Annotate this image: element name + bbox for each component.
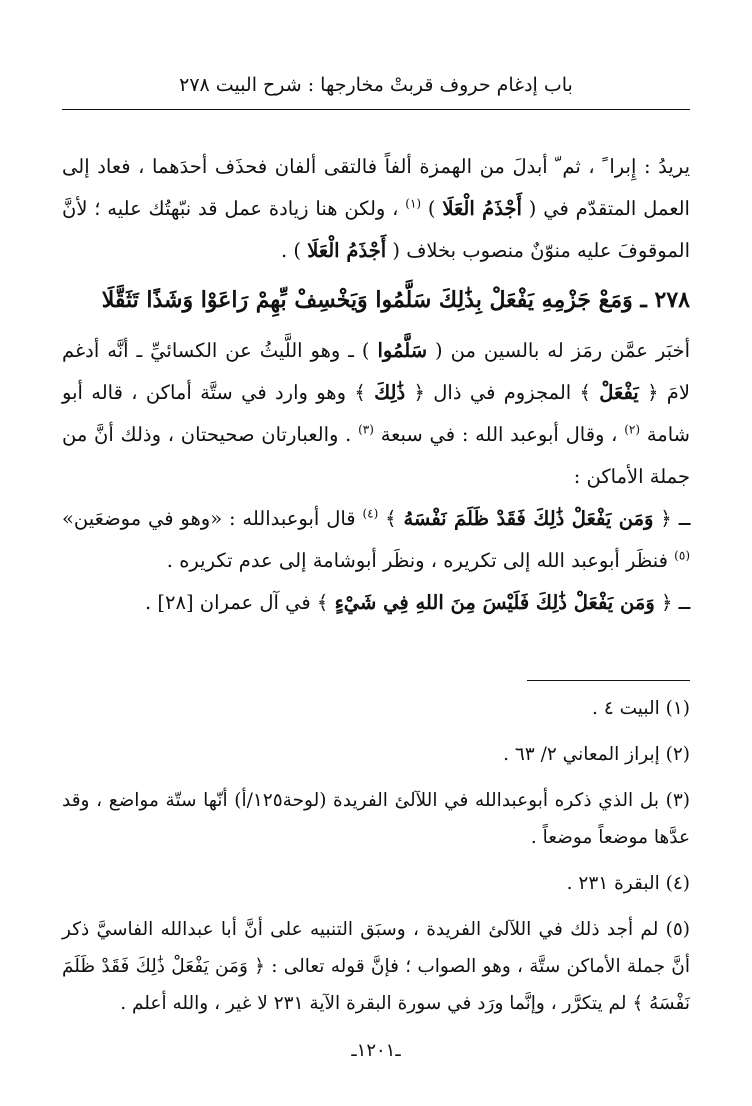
quran-word: يَفْعَلْ bbox=[599, 381, 639, 404]
page-number: ـ١٢٠١ـ bbox=[351, 1040, 401, 1061]
footnote-1: (١) البيت ٤ . bbox=[592, 698, 690, 719]
quoted-phrase: أَجْذَمُ الْعَلَا bbox=[307, 239, 387, 262]
footnotes bbox=[62, 690, 690, 1031]
footnote-ref-4[interactable]: (٤) bbox=[362, 506, 379, 521]
text: فنظَر أبوعبد الله إلى تكريره ، ونظَر أبوشامة إلى عدم تكريره . bbox=[166, 549, 668, 572]
text: ﴾ bbox=[385, 507, 397, 530]
footnote-ref-1[interactable]: (١) bbox=[405, 196, 422, 211]
quoted-phrase: سَلَّمُوا bbox=[377, 339, 428, 362]
text: ) bbox=[427, 197, 436, 220]
text: يريدُ : إِبرا ً ، ثم ّ أبدلَ من الهمزة ألفاً فالتقى ألفان فحذَف أحدَهما ، فعاد إلى العمل المتقدّم في ( bbox=[62, 155, 690, 220]
running-header: باب إدغام حروف قربتْ مخارجها : شرح البيت ٢٧٨ bbox=[179, 74, 573, 96]
text: ﴾ وهو وارد في ستَّة أماكن ، قاله أبو شامة bbox=[62, 381, 690, 446]
text: ، وقال أبوعبد الله : في سبعة bbox=[380, 423, 618, 446]
verse-278: ٢٧٨ ـ وَمَعْ جَزْمِهِ يَفْعَلْ بِذَٰلِكَ سَلَّمُوا وَيَخْسِفْ بِّهِمْ رَاعَوْا وَشَذًا تَثَقَّلَا bbox=[101, 287, 690, 313]
quran-verse: وَمَن يَفْعَلْ ذَٰلِكَ فَلَيْسَ مِنَ اللهِ فِي شَيْءٍ bbox=[334, 591, 655, 614]
quran-verse: وَمَن يَفْعَلْ ذَٰلِكَ فَقَدْ ظَلَمَ نَفْسَهُ bbox=[403, 507, 654, 530]
footnote-4: (٤) البقرة ٢٣١ . bbox=[566, 873, 690, 894]
footnote-2: (٢) إبراز المعاني ٢/ ٦٣ . bbox=[503, 744, 690, 765]
paragraph-3 bbox=[62, 498, 690, 582]
text: . والعبارتان صحيحتان ، وذلك أنَّ من جملة الأماكن : bbox=[62, 423, 690, 488]
quoted-phrase: أَجْذَمُ الْعَلَا bbox=[442, 197, 522, 220]
text: أخبَر عمَّن رمَز له بالسين من ( bbox=[435, 339, 690, 362]
footnote-divider bbox=[527, 680, 690, 681]
paragraph-2 bbox=[62, 330, 690, 498]
text: ـ ﴿ bbox=[660, 507, 691, 530]
paragraph-4 bbox=[62, 582, 690, 624]
quran-word: ذَٰلِكَ bbox=[374, 381, 406, 404]
text: ) . bbox=[280, 239, 301, 262]
book-page bbox=[62, 0, 690, 1106]
header-divider bbox=[62, 109, 690, 110]
paragraph-1 bbox=[62, 146, 690, 272]
text: ﴾ في آل عمران [٢٨] . bbox=[144, 591, 329, 614]
footnote-ref-2[interactable]: (٢) bbox=[624, 422, 641, 437]
footnote-ref-3[interactable]: (٣) bbox=[358, 422, 374, 437]
main-text bbox=[62, 146, 690, 624]
text: ، ولكن هنا زيادة عمل قد نبّهتُك عليه ؛ لأنَّ الموقوفَ عليه منوّنٌ منصوب بخلاف ( bbox=[62, 197, 690, 262]
footnote-3: (٣) بل الذي ذكره أبوعبدالله في اللآلئ الفريدة (لوحة١٢٥/أ) أنّها ستّة مواضع ، وقد عدَّها موضعاً موضعاً . bbox=[62, 790, 690, 848]
text: ﴾ المجزوم في ذال ﴿ bbox=[413, 381, 591, 404]
footnote-ref-5[interactable]: (٥) bbox=[674, 548, 690, 563]
footnote-5: (٥) لم أجد ذلك في اللآلئ الفريدة ، وسبَق التنبيه على أنَّ أبا عبدالله الفاسيَّ ذكر أنَّ جملة الأماكن ستَّة ، وهو الصواب ؛ فإنَّ قوله تعالى : ﴿ وَمَن يَفْعَلْ ذَٰلِكَ فَقَدْ ظَلَمَ نَفْسَهُ ﴾ لم يتكرَّر ، وإنَّما ورَد في سورة البقرة الآية ٢٣١ لا غير ، والله أعلم . bbox=[62, 919, 690, 1014]
text: ) ـ وهو اللَّيثُ عن الكسائيِّ ـ أنَّه أدغم لامَ ﴿ bbox=[62, 339, 691, 404]
text: ـ ﴿ bbox=[660, 591, 690, 614]
text: قال أبوعبدالله : «وهو في موضعَين» bbox=[62, 507, 356, 530]
